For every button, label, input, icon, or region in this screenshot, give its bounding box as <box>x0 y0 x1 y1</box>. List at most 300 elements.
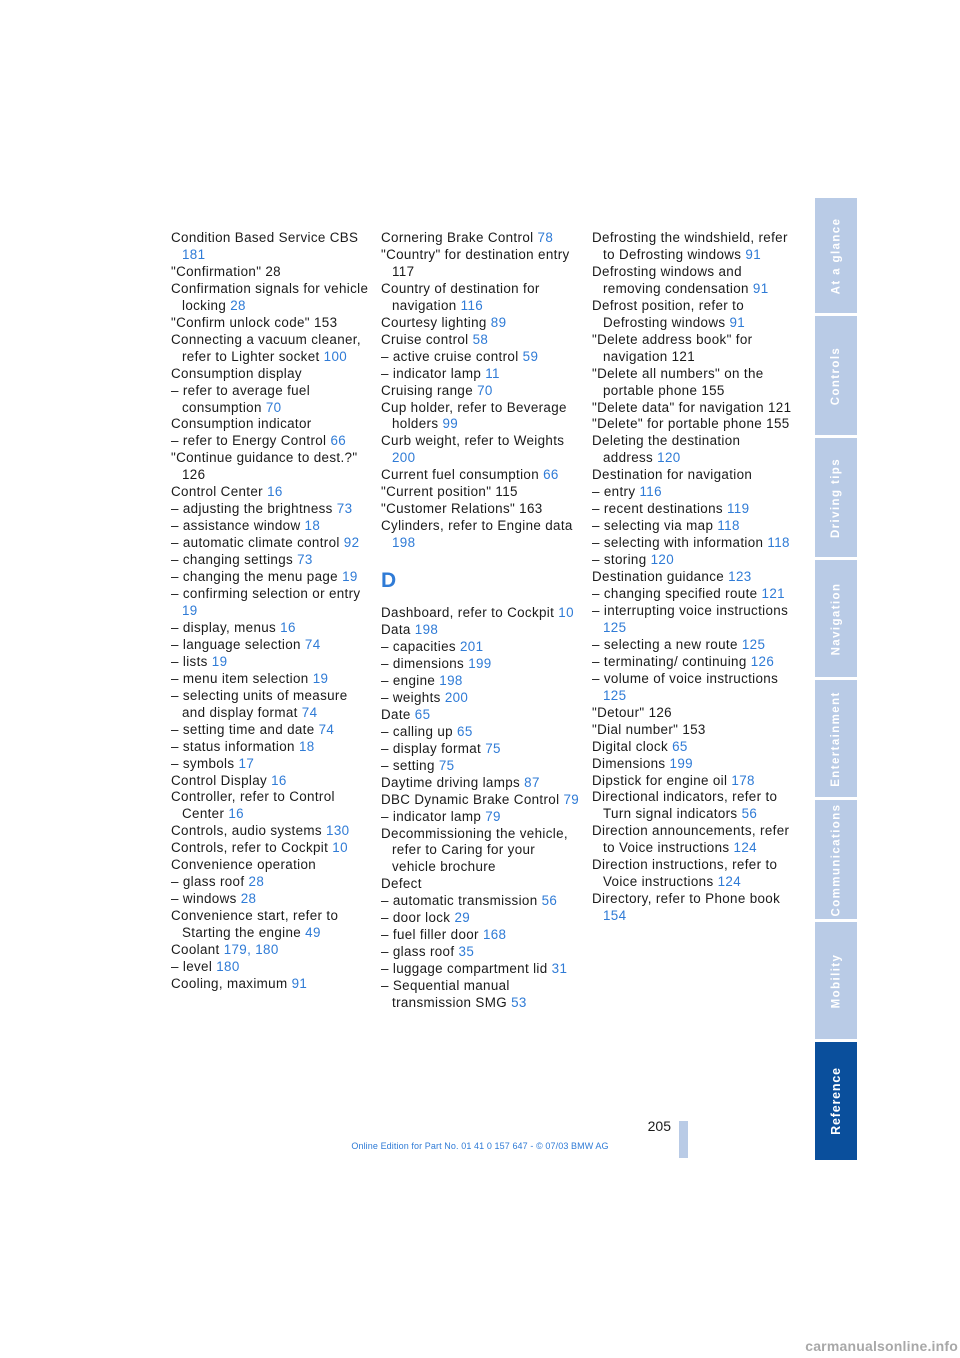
index-entry <box>381 741 581 758</box>
page-reference-link[interactable]: 74 <box>304 636 321 652</box>
index-entry-text: Cruise control <box>381 331 469 347</box>
sidebar-tab-label: Navigation <box>830 582 843 655</box>
page-reference-link[interactable]: 199 <box>669 755 693 771</box>
index-entry-text: – automatic transmission <box>381 893 538 909</box>
index-entry-text: "Current position" 115 <box>381 484 518 500</box>
index-entry-text: – active cruise control <box>381 348 519 364</box>
index-entry <box>381 792 581 809</box>
index-entry <box>381 758 581 775</box>
index-entry <box>592 366 792 400</box>
page-reference-link[interactable]: 91 <box>752 280 769 296</box>
index-entry-text: Date <box>381 706 411 722</box>
index-entry-text: – language selection <box>171 636 301 652</box>
index-entry <box>592 298 792 332</box>
index-entry-text: – fuel filler door <box>381 927 479 943</box>
index-entry <box>171 654 371 671</box>
page-reference-link[interactable]: 79 <box>485 808 501 824</box>
index-entry-text: "Confirm unlock code" 153 <box>171 314 338 330</box>
page-reference-link[interactable]: 123 <box>728 569 752 585</box>
page-reference-link[interactable]: 79 <box>563 791 580 807</box>
index-entry-text: Convenience start, refer to Starting the engine <box>171 908 339 941</box>
index-entry-text: – weights <box>381 689 441 705</box>
index-entry-text: Defrosting the windshield, refer to Defrosting windows <box>592 230 788 262</box>
page-reference-link[interactable]: 130 <box>326 823 350 839</box>
sidebar-tab-driving-tips[interactable] <box>815 438 857 557</box>
index-entry <box>592 552 792 569</box>
index-entry-text: – status information <box>171 738 295 754</box>
index-entry-text: Defrosting windows and removing condensation <box>592 263 749 296</box>
page-reference-link[interactable]: 198 <box>439 672 463 688</box>
index-entry <box>171 908 371 942</box>
index-entry <box>381 366 581 383</box>
page-reference-link[interactable]: 66 <box>330 433 347 449</box>
page-reference-link[interactable]: 66 <box>543 467 559 483</box>
index-entry <box>171 230 371 264</box>
index-entry-text: – indicator lamp <box>381 365 482 381</box>
index-entry-text: – changing the menu page <box>171 569 338 585</box>
index-entry-text: Control Center <box>171 484 263 500</box>
page-reference-link[interactable]: 181 <box>182 246 206 262</box>
index-entry-text: – display format <box>381 740 482 756</box>
index-entry <box>381 876 581 893</box>
index-entry-text: – changing specified route <box>592 586 758 602</box>
index-entry-text: – level <box>171 958 213 974</box>
page-number-bar <box>679 1121 688 1158</box>
index-entry <box>381 332 581 349</box>
page-reference-link[interactable]: 89 <box>490 314 507 330</box>
index-entry <box>381 927 581 944</box>
page-reference-link[interactable]: 198 <box>414 622 439 638</box>
index-entry-text: – selecting with information <box>592 535 764 551</box>
index-entry <box>592 467 792 484</box>
index-entry <box>171 264 371 281</box>
page-reference-link[interactable]: 53 <box>511 995 527 1011</box>
index-entry <box>381 230 581 247</box>
page-reference-link[interactable]: 178 <box>731 772 755 788</box>
index-entry <box>171 959 371 976</box>
sidebar-tab-entertainment[interactable] <box>815 680 857 797</box>
index-entry-text: – automatic climate control <box>171 535 340 551</box>
index-entry <box>592 264 792 298</box>
sidebar-tab-label: Driving tips <box>830 457 842 538</box>
page-reference-link[interactable]: 120 <box>657 450 681 466</box>
page-reference-link[interactable]: 18 <box>304 518 321 534</box>
index-entry <box>171 739 371 756</box>
page-reference-link[interactable]: 19 <box>182 602 198 618</box>
index-entry-text: "Delete all numbers" on the portable phone 155 <box>592 365 764 398</box>
index-entry <box>171 789 371 823</box>
page-reference-link[interactable]: 65 <box>457 723 473 739</box>
page-reference-link[interactable]: 126 <box>750 653 775 669</box>
page-reference-link[interactable]: 73 <box>297 552 313 568</box>
index-entry <box>592 518 792 535</box>
index-entry <box>171 518 371 535</box>
index-entry-text: Connecting a vacuum cleaner, refer to Lighter socket <box>171 331 361 364</box>
page-reference-link[interactable]: 19 <box>342 569 358 585</box>
index-entry <box>381 383 581 400</box>
index-entry-text: – calling up <box>381 723 453 739</box>
index-entry-text: Cooling, maximum <box>171 975 288 991</box>
index-entry <box>171 823 371 840</box>
index-entry <box>171 569 371 586</box>
index-entry <box>171 433 371 450</box>
index-entry-text: Decommissioning the vehicle, refer to Caring for your vehicle brochure <box>381 825 568 875</box>
index-entry-text: Direction instructions, refer to Voice instructions <box>592 857 778 890</box>
page-reference-link[interactable]: 65 <box>672 738 688 754</box>
index-entry-text: Cylinders, refer to Engine data <box>381 518 573 534</box>
index-entry <box>592 739 792 756</box>
index-entry <box>171 332 371 366</box>
index-entry <box>381 247 581 281</box>
index-entry-text: Country of destination for navigation <box>381 280 540 313</box>
index-entry-text: Current fuel consumption <box>381 467 540 483</box>
page-reference-link[interactable]: 87 <box>524 774 540 790</box>
index-entry <box>171 620 371 637</box>
page-reference-link[interactable]: 168 <box>482 927 507 943</box>
index-entry <box>381 826 581 877</box>
page-reference-link[interactable]: 31 <box>551 961 568 977</box>
index-entry-text: Destination guidance <box>592 569 725 585</box>
index-entry-text: – refer to Energy Control <box>171 433 327 449</box>
index-entry-text: – display, menus <box>171 619 277 635</box>
index-entry-text: – storing <box>592 552 647 568</box>
index-entry <box>381 433 581 467</box>
sidebar-tab-label: At a glance <box>830 217 843 294</box>
index-entry-text: – changing settings <box>171 552 294 568</box>
index-entry <box>171 416 371 433</box>
index-entry <box>381 707 581 724</box>
index-entry <box>381 775 581 792</box>
index-entry <box>592 400 792 417</box>
index-entry-text: – glass roof <box>381 944 455 960</box>
index-entry-text: – setting <box>381 757 435 773</box>
index-entry-text: "Detour" 126 <box>592 704 672 720</box>
index-entry <box>381 518 581 552</box>
index-entry <box>171 976 371 993</box>
sidebar-tab-communications[interactable] <box>815 800 857 919</box>
page-reference-link[interactable]: 125 <box>603 619 627 635</box>
footer-edition-note: Online Edition for Part No. 01 41 0 157 647 - © 07/03 BMW AG <box>351 1141 609 1151</box>
index-entry <box>381 809 581 826</box>
page-number: 205 <box>647 1118 671 1134</box>
index-entry <box>171 773 371 790</box>
page-reference-link[interactable]: 18 <box>298 738 315 754</box>
sidebar-tab-label: Controls <box>830 346 843 405</box>
index-entry <box>171 315 371 332</box>
page-reference-link[interactable]: 91 <box>291 975 308 991</box>
index-entry-text: Directional indicators, refer to Turn signal indicators <box>592 789 778 822</box>
index-entry <box>592 603 792 637</box>
index-entry <box>171 840 371 857</box>
index-entry-text: – selecting a new route <box>592 636 738 652</box>
index-entry <box>592 705 792 722</box>
index-entry <box>381 944 581 961</box>
index-entry-text: – indicator lamp <box>381 808 482 824</box>
index-entry-text: Courtesy lighting <box>381 314 487 330</box>
index-entry-text: – assistance window <box>171 518 301 534</box>
page-reference-link[interactable]: 56 <box>541 893 558 909</box>
sidebar-tab-label: Reference <box>829 1067 843 1135</box>
index-entry <box>592 230 792 264</box>
index-entry-text: – door lock <box>381 910 451 926</box>
index-entry-text: – glass roof <box>171 874 245 890</box>
index-column-2 <box>381 230 581 1012</box>
index-entry <box>171 281 371 315</box>
page-reference-link[interactable]: 19 <box>312 670 329 686</box>
page-reference-link[interactable]: 78 <box>537 230 554 245</box>
index-entry <box>592 654 792 671</box>
page-reference-link[interactable]: 154 <box>603 908 627 924</box>
index-entry-text: – selecting via map <box>592 518 714 534</box>
index-entry-text: – interrupting voice instructions <box>592 602 789 618</box>
index-entry <box>381 639 581 656</box>
index-entry <box>171 450 371 484</box>
index-entry-text: Controller, refer to Control Center <box>171 789 335 822</box>
index-entry <box>381 467 581 484</box>
index-entry <box>381 315 581 332</box>
sidebar-tab-controls[interactable] <box>815 316 857 435</box>
page-reference-link[interactable]: 116 <box>639 484 662 500</box>
index-entry <box>171 552 371 569</box>
index-entry-text: – windows <box>171 891 237 907</box>
page-reference-link[interactable]: 201 <box>460 639 484 655</box>
page-reference-link[interactable]: 29 <box>454 910 471 926</box>
page-reference-link[interactable]: 70 <box>477 382 493 398</box>
index-entry <box>592 535 792 552</box>
index-entry <box>381 690 581 707</box>
index-entry <box>171 942 371 959</box>
index-entry <box>592 671 792 705</box>
index-entry-text: Cornering Brake Control <box>381 230 534 245</box>
page-reference-link[interactable]: 35 <box>458 944 475 960</box>
sidebar-tab-label: Entertainment <box>830 690 842 787</box>
index-entry <box>381 910 581 927</box>
index-entry <box>381 501 581 518</box>
page-reference-link[interactable]: 179, 180 <box>223 942 279 958</box>
page-reference-link[interactable]: 116 <box>460 297 484 313</box>
page-reference-link[interactable]: 10 <box>332 840 348 856</box>
index-entry <box>381 978 581 1012</box>
index-entry-text: – entry <box>592 484 636 500</box>
page-reference-link[interactable]: 28 <box>248 874 265 890</box>
index-entry-text: Dipstick for engine oil <box>592 772 728 788</box>
index-entry <box>592 637 792 654</box>
sidebar-tab-navigation[interactable] <box>815 560 857 677</box>
page-reference-link[interactable]: 28 <box>240 891 257 907</box>
index-entry-text: Digital clock <box>592 738 668 754</box>
index-entry <box>592 773 792 790</box>
page-reference-link[interactable]: 10 <box>558 605 574 621</box>
page-reference-link[interactable]: 120 <box>650 552 674 568</box>
index-entry <box>381 605 581 622</box>
page-reference-link[interactable]: 75 <box>438 757 455 773</box>
page-reference-link[interactable]: 118 <box>717 518 740 534</box>
page-reference-link[interactable]: 73 <box>336 501 353 517</box>
index-entry-text: – luggage compartment lid <box>381 961 548 977</box>
index-entry-text: – menu item selection <box>171 670 309 686</box>
index-letter-heading: D <box>381 569 397 593</box>
index-entry <box>592 756 792 773</box>
page-reference-link[interactable]: 16 <box>280 619 296 635</box>
index-entry-text: – dimensions <box>381 655 465 671</box>
index-entry-text: Confirmation signals for vehicle locking <box>171 280 369 313</box>
index-entry <box>381 893 581 910</box>
page-reference-link[interactable]: 124 <box>717 874 741 890</box>
index-entry <box>381 656 581 673</box>
page-reference-link[interactable]: 124 <box>733 840 757 856</box>
index-entry-text: Consumption display <box>171 365 302 381</box>
index-entry-text: – terminating/ continuing <box>592 653 747 669</box>
sidebar-tab-mobility[interactable] <box>815 922 857 1039</box>
index-entry-text: – recent destinations <box>592 501 723 517</box>
index-entry <box>592 586 792 603</box>
index-entry <box>592 857 792 891</box>
page-reference-link[interactable]: 198 <box>392 535 416 551</box>
page-reference-link[interactable]: 75 <box>485 740 501 756</box>
index-entry-text: – Sequential manual transmission SMG <box>381 978 510 1011</box>
index-entry-text: Data <box>381 622 411 638</box>
page-reference-link[interactable]: 49 <box>305 925 321 941</box>
index-entry <box>171 756 371 773</box>
index-entry <box>381 622 581 639</box>
index-entry-text: DBC Dynamic Brake Control <box>381 791 560 807</box>
index-entry-text: – lists <box>171 653 208 669</box>
index-entry-text: Consumption indicator <box>171 416 312 432</box>
index-entry <box>592 569 792 586</box>
page-reference-link[interactable]: 74 <box>318 721 335 737</box>
index-entry-text: Control Display <box>171 772 268 788</box>
page-reference-link[interactable]: 17 <box>238 755 255 771</box>
index-entry <box>592 501 792 518</box>
index-entry-text: Daytime driving lamps <box>381 774 521 790</box>
page-reference-link[interactable]: 91 <box>745 246 762 262</box>
index-entry-text: – volume of voice instructions <box>592 670 779 686</box>
index-entry-text: – adjusting the brightness <box>171 501 333 517</box>
index-entry <box>171 891 371 908</box>
page-reference-link[interactable]: 200 <box>392 450 416 466</box>
index-entry <box>171 383 371 417</box>
index-entry <box>171 671 371 688</box>
index-entry <box>171 857 371 874</box>
index-entry-text: – capacities <box>381 639 456 655</box>
index-entry <box>171 586 371 620</box>
index-entry <box>592 789 792 823</box>
sidebar-tab-at-a-glance[interactable] <box>815 198 857 313</box>
index-entry-text: Defect <box>381 876 422 892</box>
index-entry <box>381 281 581 315</box>
index-entry <box>592 823 792 857</box>
index-entry-text: Directory, refer to Phone book <box>592 891 781 907</box>
index-entry-text: "Delete address book" for navigation 121 <box>592 331 753 364</box>
page-reference-link[interactable]: 16 <box>228 806 244 822</box>
page-reference-link[interactable]: 59 <box>522 348 539 364</box>
index-entry <box>171 637 371 654</box>
index-entry <box>381 484 581 501</box>
index-entry <box>171 688 371 722</box>
index-entry-text: – confirming selection or entry <box>171 586 361 602</box>
index-entry-text: "Delete data" for navigation 121 <box>592 399 792 415</box>
page-reference-link[interactable]: 118 <box>767 535 790 551</box>
page-reference-link[interactable]: 92 <box>343 535 360 551</box>
index-entry-text: Direction announcements, refer to Voice instructions <box>592 823 790 856</box>
index-entry <box>381 724 581 741</box>
index-entry-text: "Dial number" 153 <box>592 721 706 737</box>
index-entry-text: "Continue guidance to dest.?" 126 <box>171 450 358 483</box>
page-reference-link[interactable]: 19 <box>211 653 228 669</box>
index-entry <box>592 722 792 739</box>
page-reference-link[interactable]: 100 <box>323 348 348 364</box>
index-entry <box>592 433 792 467</box>
index-entry <box>592 891 792 925</box>
index-entry <box>592 416 792 433</box>
sidebar-tab-label: Mobility <box>830 953 843 1008</box>
page-reference-link[interactable]: 56 <box>741 806 758 822</box>
index-entry-text: Cup holder, refer to Beverage holders <box>381 399 567 432</box>
index-entry-text: – symbols <box>171 755 235 771</box>
index-entry <box>171 484 371 501</box>
index-entry-text: Cruising range <box>381 382 473 398</box>
index-entry-text: Curb weight, refer to Weights <box>381 433 565 449</box>
index-entry <box>171 722 371 739</box>
index-entry-text: – engine <box>381 672 436 688</box>
page-reference-link[interactable]: 11 <box>485 365 500 381</box>
page-reference-link[interactable]: 125 <box>741 636 766 652</box>
index-entry-text: Condition Based Service CBS <box>171 230 359 245</box>
page-reference-link[interactable]: 121 <box>761 586 785 602</box>
index-entry <box>381 673 581 690</box>
page-reference-link[interactable]: 199 <box>468 655 492 671</box>
index-entry-text: Destination for navigation <box>592 467 753 483</box>
page-reference-link[interactable]: 58 <box>472 331 489 347</box>
index-entry-text: – refer to average fuel consumption <box>171 382 311 415</box>
page-reference-link[interactable]: 180 <box>216 958 240 974</box>
page-reference-link[interactable]: 91 <box>729 314 746 330</box>
index-column-1 <box>171 230 371 993</box>
page-reference-link[interactable]: 119 <box>727 501 750 517</box>
page-reference-link[interactable]: 74 <box>301 704 318 720</box>
index-entry <box>592 332 792 366</box>
page-reference-link[interactable]: 200 <box>444 689 469 705</box>
index-entry-text: – setting time and date <box>171 721 315 737</box>
page-reference-link[interactable]: 70 <box>265 399 282 415</box>
index-entry-text: Controls, audio systems <box>171 823 322 839</box>
page-reference-link[interactable]: 28 <box>230 297 246 313</box>
index-column-3 <box>592 230 792 925</box>
index-entry-text: Controls, refer to Cockpit <box>171 840 329 856</box>
page-reference-link[interactable]: 16 <box>271 772 287 788</box>
page-reference-link[interactable]: 125 <box>603 687 627 703</box>
index-entry-text: Coolant <box>171 942 220 958</box>
index-entry-text: "Country" for destination entry 117 <box>381 246 570 279</box>
watermark: carmanualsonline.info <box>805 1338 958 1354</box>
index-entry-text: Defrost position, refer to Defrosting windows <box>592 297 744 330</box>
index-entry <box>171 874 371 891</box>
index-entry-text: "Confirmation" 28 <box>171 263 281 279</box>
index-entry-text: "Delete" for portable phone 155 <box>592 416 790 432</box>
index-entry-text: – selecting units of measure and display format <box>171 687 348 720</box>
index-entry-text: Deleting the destination address <box>592 433 741 466</box>
section-sidebar <box>815 198 857 1160</box>
page-reference-link[interactable]: 99 <box>442 416 459 432</box>
sidebar-tab-label: Communications <box>830 803 843 916</box>
index-entry <box>171 535 371 552</box>
index-entry <box>381 961 581 978</box>
index-entry-text: "Customer Relations" 163 <box>381 501 543 517</box>
index-entry-text: Convenience operation <box>171 857 317 873</box>
page-reference-link[interactable]: 16 <box>267 484 283 500</box>
index-entry-text: Dimensions <box>592 755 666 771</box>
page-reference-link[interactable]: 65 <box>414 706 431 722</box>
